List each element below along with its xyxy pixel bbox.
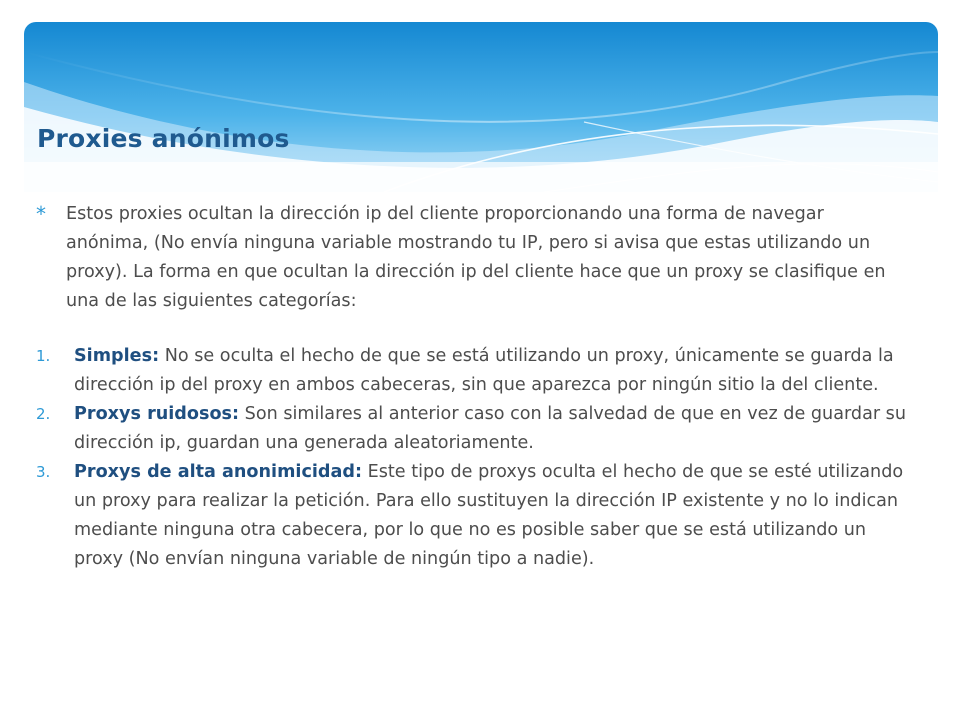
list-item [36, 458, 916, 574]
list-text: No se oculta el hecho de que se está utilizando un proxy, únicamente se guarda la dirección ip del proxy en ambos cabeceras, sin que aparezca por ningún sitio la del cliente. [74, 346, 894, 395]
list-item [36, 342, 916, 400]
list-item [36, 400, 916, 458]
list-number: 2. [36, 405, 51, 423]
list-number: 1. [36, 347, 51, 365]
list-term: Proxys de alta anonimicidad: [74, 462, 362, 482]
list-term: Proxys ruidosos: [74, 404, 240, 424]
intro-text: Estos proxies ocultan la dirección ip del cliente proporcionando una forma de navegar anónima, (No envía ninguna variable mostrando tu IP, pero si avisa que estas utilizando un proxy). La forma en que ocultan la dirección ip del cliente hace que un proxy se clasifique en una de las siguientes categorías: [66, 204, 886, 311]
list-text: Son similares al anterior caso con la salvedad de que en vez de guardar su dirección ip, guardan una generada aleatoriamente. [74, 404, 906, 453]
categories-list [36, 342, 916, 574]
wave-graphic [24, 22, 938, 192]
list-number: 3. [36, 463, 51, 481]
bullet-star-icon: * [36, 202, 46, 226]
list-term: Simples: [74, 346, 160, 366]
intro-bullet [36, 200, 906, 316]
header-wave-banner [24, 22, 938, 192]
list-text: Este tipo de proxys oculta el hecho de que se esté utilizando un proxy para realizar la petición. Para ello sustituyen la dirección IP existente y no lo indican mediante ninguna otra cabecera, por lo que no es posible saber que se está utilizando un proxy (No envían ninguna variable de ningún tipo a nadie). [74, 462, 904, 569]
slide-title: Proxies anónimos [37, 124, 290, 153]
